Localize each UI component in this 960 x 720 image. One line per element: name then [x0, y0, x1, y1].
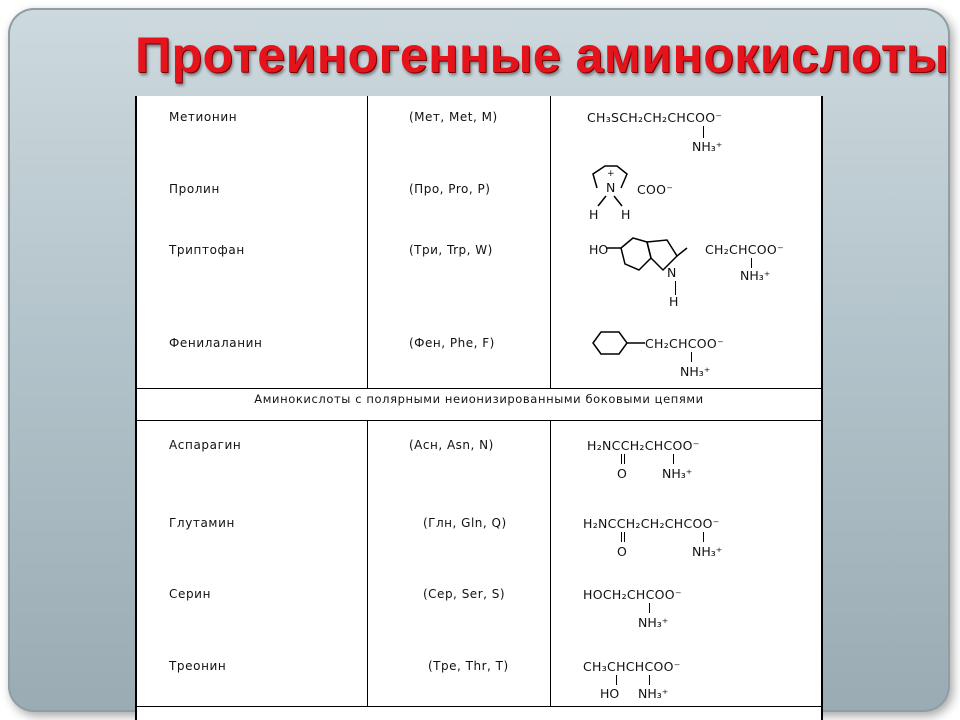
ring-charge: +	[607, 169, 615, 179]
structural-formula: COO⁻	[637, 182, 674, 197]
amino-group: NH₃⁺	[662, 466, 693, 481]
benzene-ring-icon	[589, 328, 649, 358]
section-line	[137, 420, 821, 421]
amino-acid-code: (Сер, Ser, S)	[423, 587, 506, 601]
structural-formula: HOCH₂CHCOO⁻	[583, 587, 682, 602]
hydroxyl-group: HO	[589, 242, 609, 257]
amino-acid-code: (Про, Pro, P)	[409, 182, 491, 196]
amino-acid-name: Глутамин	[169, 516, 235, 530]
amino-acid-code: (Три, Trp, W)	[409, 243, 493, 257]
section-line	[137, 706, 821, 707]
indole-ring-icon	[607, 232, 707, 292]
bond-line	[703, 126, 704, 138]
amino-acid-name: Серин	[169, 587, 212, 601]
column-divider	[550, 420, 551, 706]
bond-line	[675, 281, 676, 295]
amino-acid-code: (Тре, Thr, T)	[428, 659, 509, 673]
structural-formula: CH₃CHCHCOO⁻	[583, 659, 681, 674]
amino-group: NH₃⁺	[692, 544, 723, 559]
amino-acid-name: Триптофан	[169, 243, 245, 257]
structural-formula: CH₃SCH₂CH₂CHCOO⁻	[587, 110, 723, 125]
amino-group: NH₃⁺	[740, 268, 771, 283]
bond-line	[751, 258, 752, 268]
column-divider	[367, 96, 368, 388]
bond-line	[649, 675, 650, 685]
bond-line	[673, 454, 674, 464]
structural-formula: H₂NCCH₂CH₂CHCOO⁻	[583, 516, 720, 531]
bond-line	[691, 352, 692, 362]
amino-acid-code: (Глн, Gln, Q)	[423, 516, 507, 530]
carbonyl-oxygen: O	[617, 544, 627, 559]
hydrogen: H	[621, 207, 631, 222]
amino-group: NH₃⁺	[638, 615, 669, 630]
double-bond	[621, 532, 625, 542]
amino-group: NH₃⁺	[692, 139, 723, 154]
structural-formula: CH₂CHCOO⁻	[705, 242, 784, 257]
ring-nitrogen: N	[606, 180, 616, 195]
slide-title: Протеиногенные аминокислоты	[135, 27, 949, 83]
structural-formula: CH₂CHCOO⁻	[645, 336, 724, 351]
amino-acid-name: Треонин	[169, 659, 227, 673]
amino-acid-name: Метионин	[169, 110, 238, 124]
structural-formula: H₂NCCH₂CHCOO⁻	[587, 438, 700, 453]
hydrogen: H	[589, 207, 599, 222]
amino-group: NH₃⁺	[638, 686, 669, 701]
amino-acid-name: Пролин	[169, 182, 220, 196]
carbonyl-oxygen: O	[617, 466, 627, 481]
amino-acid-name: Фенилаланин	[169, 336, 263, 350]
hydroxyl-group: HO	[600, 686, 620, 701]
ring-nitrogen: N	[667, 265, 677, 280]
bond-line	[616, 675, 617, 685]
amino-acid-table	[135, 96, 823, 720]
section-line	[137, 388, 821, 389]
column-divider	[550, 96, 551, 388]
column-divider	[367, 420, 368, 706]
section-header: Аминокислоты с полярными неионизированными боковыми цепями	[254, 392, 704, 406]
bond-line	[649, 603, 650, 613]
amino-acid-code: (Асн, Asn, N)	[409, 438, 494, 452]
double-bond	[621, 454, 625, 464]
amino-group: NH₃⁺	[680, 364, 711, 379]
amino-acid-code: (Мет, Met, M)	[409, 110, 498, 124]
amino-acid-name: Аспарагин	[169, 438, 242, 452]
hydrogen: H	[669, 294, 679, 309]
bond-line	[703, 532, 704, 542]
amino-acid-code: (Фен, Phe, F)	[409, 336, 495, 350]
